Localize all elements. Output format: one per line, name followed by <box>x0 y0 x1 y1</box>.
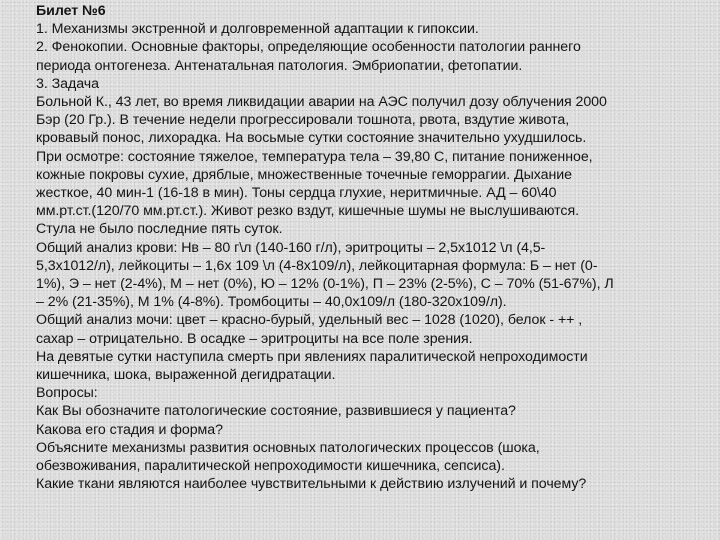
task-text-line: мм.рт.ст.(120/70 мм.рт.ст.). Живот резко вздут, кишечные шумы не выслушиваются. <box>36 203 579 220</box>
question-1: 1. Механизмы экстренной и долговременной адаптации к гипоксии. <box>36 21 479 38</box>
urine-analysis-line: сахар – отрицательно. В осадке – эритроциты на все поле зрения. <box>36 330 473 347</box>
task-text-line: кожные покровы сухие, дряблые, множественные точечные геморрагии. Дыхание <box>36 166 572 183</box>
task-text-line: Бэр (20 Гр.). В течение недели прогрессировали тошнота, рвота, вздутие живота, <box>36 112 570 129</box>
outcome-line: На девятые сутки наступила смерть при явлениях паралитической непроходимости <box>36 348 588 365</box>
question-2-line-1: 2. Фенокопии. Основные факторы, определяющие особенности патологии раннего <box>36 39 581 56</box>
task-text-line: жесткое, 40 мин-1 (16-18 в мин). Тоны сердца глухие, неритмичные. АД – 60\40 <box>36 185 557 202</box>
question-item: Какие ткани являются наиболее чувствительными к действию излучений и почему? <box>36 476 587 493</box>
question-item: обезвоживания, паралитической непроходимости кишечника, сепсиса). <box>36 458 505 475</box>
blood-analysis-line: 5,3х1012/л), лейкоциты – 1,6х 109 \л (4-8х109/л), лейкоцитарная формула: Б – нет (0- <box>36 257 598 274</box>
urine-analysis-line: Общий анализ мочи: цвет – красно-бурый, удельный вес – 1028 (1020), белок - ++ , <box>36 312 583 329</box>
question-item: Какова его стадия и форма? <box>36 421 223 438</box>
task-text-line: Стула не было последние пять суток. <box>36 221 283 238</box>
question-item: Как Вы обозначите патологические состояние, развившиеся у пациента? <box>36 403 516 420</box>
document-page <box>36 2 706 493</box>
questions-heading: Вопросы: <box>36 385 98 402</box>
question-2-line-2: периода онтогенеза. Антенатальная патология. Эмбриопатии, фетопатии. <box>36 57 523 74</box>
blood-analysis-line: Общий анализ крови: Нв – 80 г\л (140-160 г/л), эритроциты – 2,5х1012 \л (4,5- <box>36 239 546 256</box>
task-heading: 3. Задача <box>36 75 99 92</box>
blood-analysis-line: – 2% (21-35%), М 1% (4-8%). Тромбоциты – 40,0х109/л (180-320х109/л). <box>36 294 507 311</box>
outcome-line: кишечника, шока, выраженной дегидратации. <box>36 367 336 384</box>
task-text-line: При осмотре: состояние тяжелое, температура тела – 39,80 С, питание пониженное, <box>36 148 593 165</box>
task-text-line: кровавый понос, лихорадка. На восьмые сутки состояние значительно ухудшилось. <box>36 130 587 147</box>
question-item: Объясните механизмы развития основных патологических процессов (шока, <box>36 439 540 456</box>
task-text-line: Больной К., 43 лет, во время ликвидации аварии на АЭС получил дозу облучения 2000 <box>36 94 607 111</box>
ticket-title: Билет №6 <box>36 3 106 19</box>
blood-analysis-line: 1%), Э – нет (2-4%), М – нет (0%), Ю – 12% (0-1%), П – 23% (2-5%), С – 70% (51-67%), Л <box>36 276 614 293</box>
